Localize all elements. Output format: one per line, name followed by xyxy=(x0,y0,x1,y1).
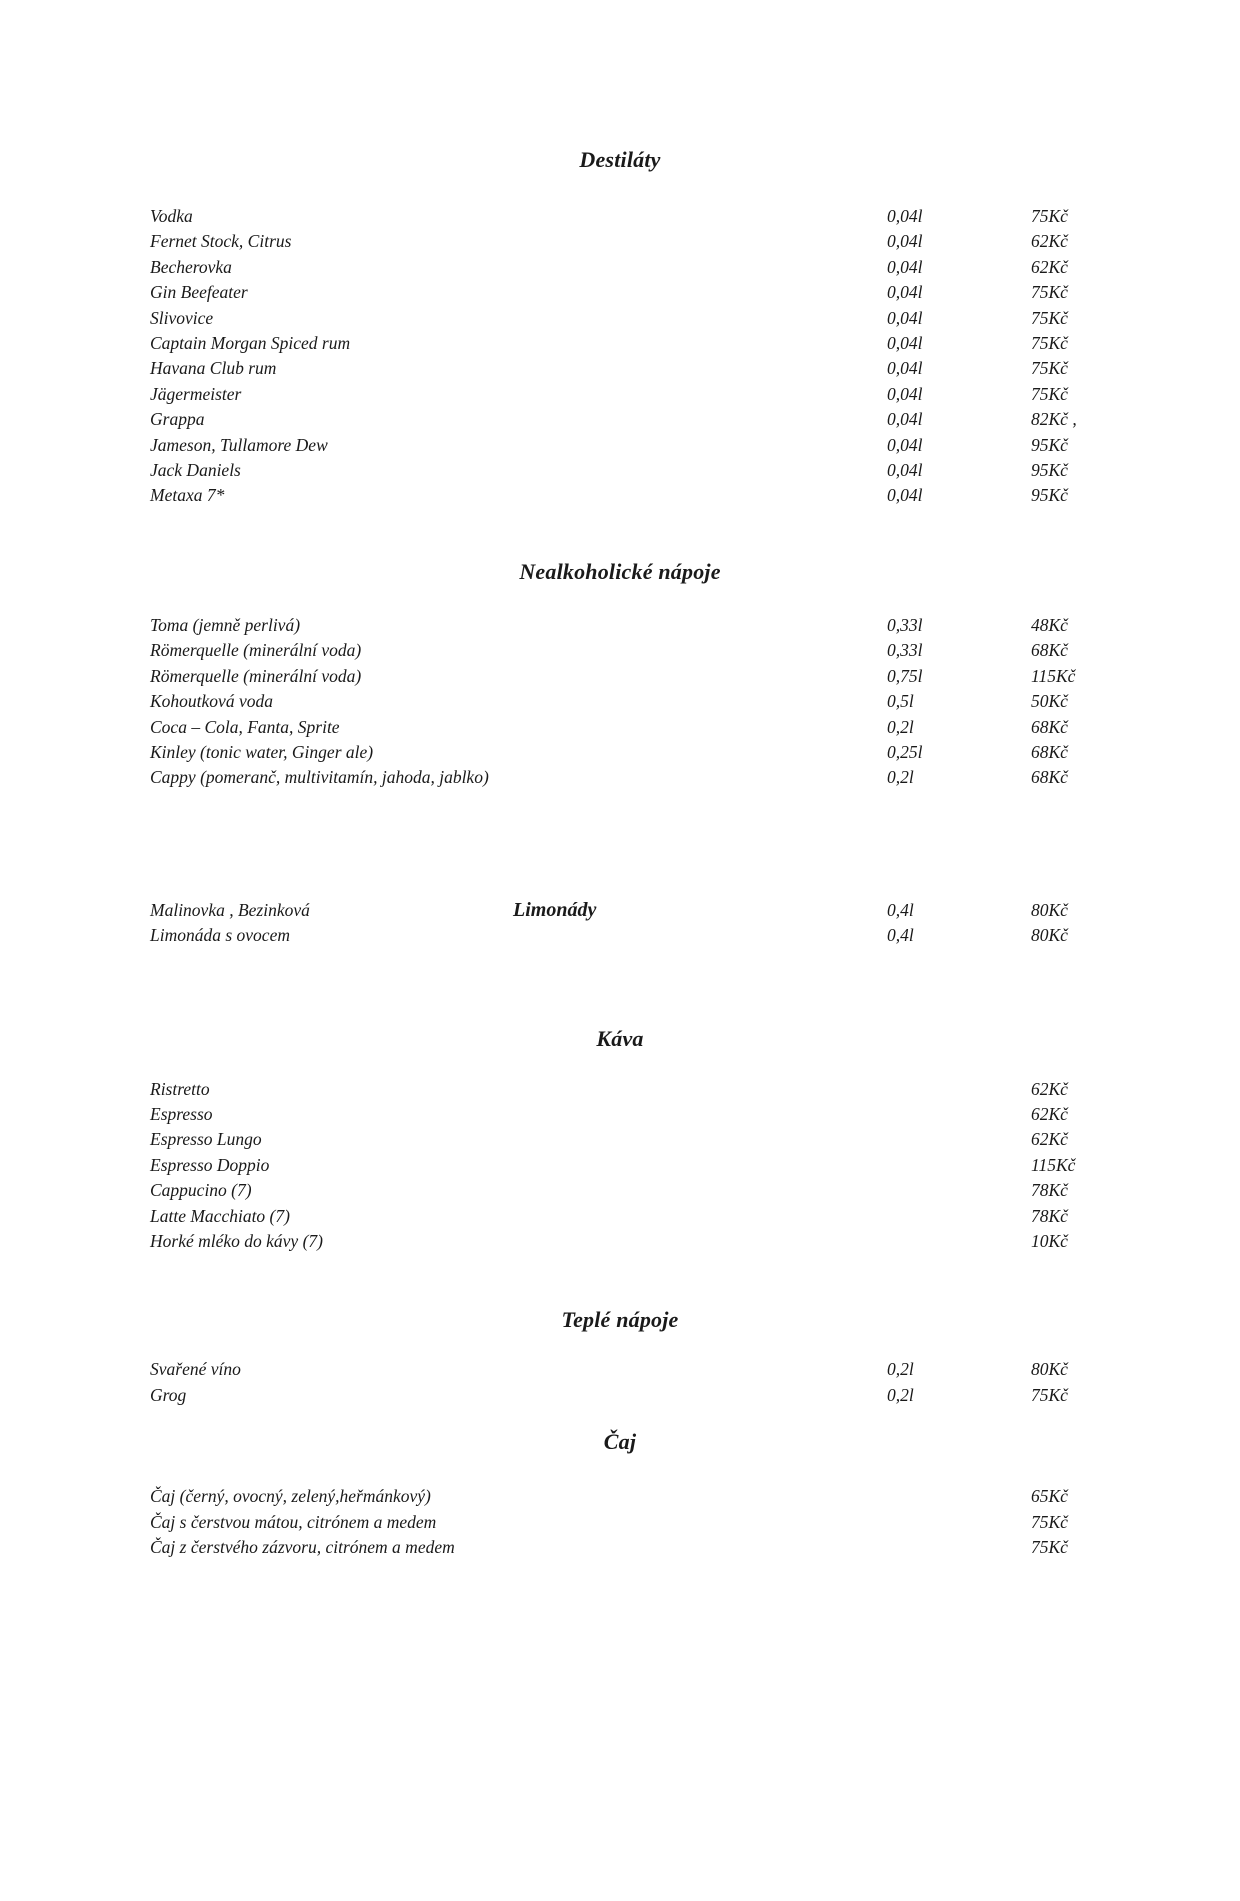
menu-item-row xyxy=(0,458,1240,483)
menu-section-hot-drinks xyxy=(0,1307,1240,1408)
item-price: 78Kč xyxy=(1031,1205,1068,1226)
menu-item-row xyxy=(0,1535,1240,1560)
item-name: Metaxa 7* xyxy=(150,485,225,506)
item-price: 80Kč xyxy=(1031,899,1068,920)
item-volume: 0,04l xyxy=(887,434,923,455)
item-volume xyxy=(887,1510,1031,1535)
section-title-spirits: Destiláty xyxy=(579,147,661,172)
drinks-menu-page xyxy=(0,147,1240,1901)
item-name: Toma (jemně perlivá) xyxy=(150,614,301,635)
item-volume xyxy=(887,1535,1031,1560)
item-name: Cappy (pomeranč, multivitamín, jahoda, jablko) xyxy=(150,767,489,788)
hot-drinks-item-list xyxy=(0,1357,1240,1408)
item-name: Grog xyxy=(150,1384,187,1405)
menu-item-row xyxy=(0,483,1240,508)
item-volume: 0,04l xyxy=(887,409,923,430)
section-title-tea: Čaj xyxy=(603,1429,637,1455)
item-price: 10Kč xyxy=(1031,1230,1068,1251)
item-volume xyxy=(887,1204,1031,1229)
item-name: Gin Beefeater xyxy=(150,282,248,303)
menu-item-row xyxy=(0,715,1240,740)
item-volume: 0,4l xyxy=(887,925,914,946)
menu-item-row xyxy=(0,433,1240,458)
item-volume: 0,33l xyxy=(887,640,923,661)
menu-section-tea xyxy=(0,1429,1240,1560)
item-price: 75Kč xyxy=(1031,307,1068,328)
item-name: Captain Morgan Spiced rum xyxy=(150,333,351,354)
item-volume: 0,04l xyxy=(887,307,923,328)
menu-item-row xyxy=(0,1153,1240,1178)
item-price: 68Kč xyxy=(1031,741,1068,762)
item-volume: 0,2l xyxy=(887,716,914,737)
section-title-soft-drinks: Nealkoholické nápoje xyxy=(519,558,721,584)
menu-section-soft-drinks xyxy=(0,559,1240,791)
item-price: 115Kč xyxy=(1031,665,1076,686)
item-price: 75Kč xyxy=(1031,1511,1068,1532)
item-name: Coca – Cola, Fanta, Sprite xyxy=(150,716,340,737)
item-price: 78Kč xyxy=(1031,1180,1068,1201)
menu-item-row xyxy=(0,1383,1240,1408)
item-volume xyxy=(887,1102,1031,1127)
item-price: 95Kč xyxy=(1031,460,1068,481)
item-name: Jack Daniels xyxy=(150,460,241,481)
menu-item-row xyxy=(0,740,1240,765)
coffee-item-list xyxy=(0,1077,1240,1255)
section-title-hot-drinks: Teplé nápoje xyxy=(561,1307,679,1333)
menu-item-row xyxy=(0,898,1240,923)
item-price: 48Kč xyxy=(1031,614,1068,635)
menu-section-spirits xyxy=(0,147,1240,509)
item-volume xyxy=(887,1153,1031,1178)
lemonades-item-list xyxy=(0,898,1240,949)
item-name: Espresso Doppio xyxy=(150,1154,270,1175)
item-volume: 0,33l xyxy=(887,614,923,635)
menu-item-row xyxy=(0,331,1240,356)
menu-item-row xyxy=(0,1357,1240,1382)
item-name: Kohoutková voda xyxy=(150,691,273,712)
section-title-coffee: Káva xyxy=(596,1025,644,1051)
item-name: Römerquelle (minerální voda) xyxy=(150,665,362,686)
item-price: 65Kč xyxy=(1031,1486,1068,1507)
spirits-item-list xyxy=(0,204,1240,509)
item-name: Svařené víno xyxy=(150,1359,241,1380)
menu-item-row xyxy=(0,229,1240,254)
item-price: 95Kč xyxy=(1031,434,1068,455)
item-price: 95Kč xyxy=(1031,485,1068,506)
item-price: 80Kč xyxy=(1031,925,1068,946)
item-name: Horké mléko do kávy (7) xyxy=(150,1230,323,1251)
item-volume xyxy=(887,1077,1031,1102)
menu-item-row xyxy=(0,1204,1240,1229)
item-price: 75Kč xyxy=(1031,1537,1068,1557)
section-title-lemonades: Limonády xyxy=(513,898,597,921)
item-name: Römerquelle (minerální voda) xyxy=(150,640,362,661)
item-price: 50Kč xyxy=(1031,691,1068,712)
item-price: 75Kč xyxy=(1031,358,1068,379)
item-volume: 0,2l xyxy=(887,1384,914,1405)
item-name: Malinovka , Bezinková xyxy=(150,899,310,920)
item-volume xyxy=(887,1127,1031,1152)
item-volume: 0,75l xyxy=(887,665,923,686)
item-name: Fernet Stock, Citrus xyxy=(150,231,292,252)
item-name: Jägermeister xyxy=(150,383,242,404)
menu-item-row xyxy=(0,613,1240,638)
item-volume: 0,04l xyxy=(887,282,923,303)
item-volume: 0,04l xyxy=(887,333,923,354)
item-price: 62Kč xyxy=(1031,256,1068,277)
menu-section-coffee xyxy=(0,1026,1240,1255)
item-name: Espresso Lungo xyxy=(150,1129,262,1150)
menu-item-row xyxy=(0,664,1240,689)
item-name: Čaj (černý, ovocný, zelený,heřmánkový) xyxy=(150,1486,431,1507)
menu-item-row xyxy=(0,689,1240,714)
item-name: Grappa xyxy=(150,409,205,430)
item-name: Čaj s čerstvou mátou, citrónem a medem xyxy=(150,1511,437,1532)
item-volume: 0,04l xyxy=(887,256,923,277)
menu-item-row xyxy=(0,280,1240,305)
soft-drinks-item-list xyxy=(0,613,1240,791)
item-price: 62Kč xyxy=(1031,231,1068,252)
item-price: 68Kč xyxy=(1031,640,1068,661)
item-volume: 0,04l xyxy=(887,231,923,252)
menu-section-lemonades xyxy=(0,898,1240,949)
menu-item-row xyxy=(0,1127,1240,1152)
item-price: 75Kč xyxy=(1031,282,1068,303)
item-name: Latte Macchiato (7) xyxy=(150,1205,290,1226)
item-volume xyxy=(887,1178,1031,1203)
item-name: Slivovice xyxy=(150,307,214,328)
tea-item-list xyxy=(0,1484,1240,1560)
menu-item-row xyxy=(0,1077,1240,1102)
item-name: Ristretto xyxy=(150,1078,210,1099)
menu-item-row xyxy=(0,1102,1240,1127)
item-price: 80Kč xyxy=(1031,1359,1068,1380)
item-name: Limonáda s ovocem xyxy=(150,925,290,946)
item-name: Kinley (tonic water, Ginger ale) xyxy=(150,741,374,762)
item-volume: 0,4l xyxy=(887,899,914,920)
item-price: 75Kč xyxy=(1031,383,1068,404)
menu-item-row xyxy=(0,306,1240,331)
item-volume: 0,04l xyxy=(887,383,923,404)
menu-item-row xyxy=(0,923,1240,948)
item-price: 82Kč , xyxy=(1031,409,1077,430)
menu-item-row xyxy=(0,1510,1240,1535)
menu-item-row xyxy=(0,382,1240,407)
item-price: 75Kč xyxy=(1031,206,1068,226)
item-name: Čaj z čerstvého zázvoru, citrónem a medem xyxy=(150,1537,455,1557)
menu-item-row xyxy=(0,356,1240,381)
item-name: Becherovka xyxy=(150,256,232,277)
item-volume: 0,04l xyxy=(887,460,923,481)
item-name: Havana Club rum xyxy=(150,358,277,379)
menu-item-row xyxy=(0,1229,1240,1254)
menu-item-row xyxy=(0,765,1240,790)
item-price: 68Kč xyxy=(1031,767,1068,788)
item-price: 68Kč xyxy=(1031,716,1068,737)
item-price: 75Kč xyxy=(1031,333,1068,354)
item-name: Cappucino (7) xyxy=(150,1180,252,1201)
item-volume: 0,25l xyxy=(887,741,923,762)
item-name: Vodka xyxy=(150,206,193,226)
item-price: 62Kč xyxy=(1031,1103,1068,1124)
menu-item-row xyxy=(0,407,1240,432)
item-volume xyxy=(887,1229,1031,1254)
item-name: Jameson, Tullamore Dew xyxy=(150,434,328,455)
item-price: 75Kč xyxy=(1031,1384,1068,1405)
item-volume: 0,04l xyxy=(887,358,923,379)
item-volume: 0,2l xyxy=(887,767,914,788)
item-price: 62Kč xyxy=(1031,1078,1068,1099)
menu-item-row xyxy=(0,204,1240,229)
item-volume: 0,2l xyxy=(887,1359,914,1380)
item-volume: 0,04l xyxy=(887,206,923,226)
item-volume: 0,5l xyxy=(887,691,914,712)
item-price: 115Kč xyxy=(1031,1154,1076,1175)
menu-item-row xyxy=(0,1178,1240,1203)
item-price: 62Kč xyxy=(1031,1129,1068,1150)
item-volume: 0,04l xyxy=(887,485,923,506)
menu-item-row xyxy=(0,638,1240,663)
item-volume xyxy=(887,1484,1031,1509)
menu-item-row xyxy=(0,255,1240,280)
item-name: Espresso xyxy=(150,1103,213,1124)
menu-item-row xyxy=(0,1484,1240,1509)
